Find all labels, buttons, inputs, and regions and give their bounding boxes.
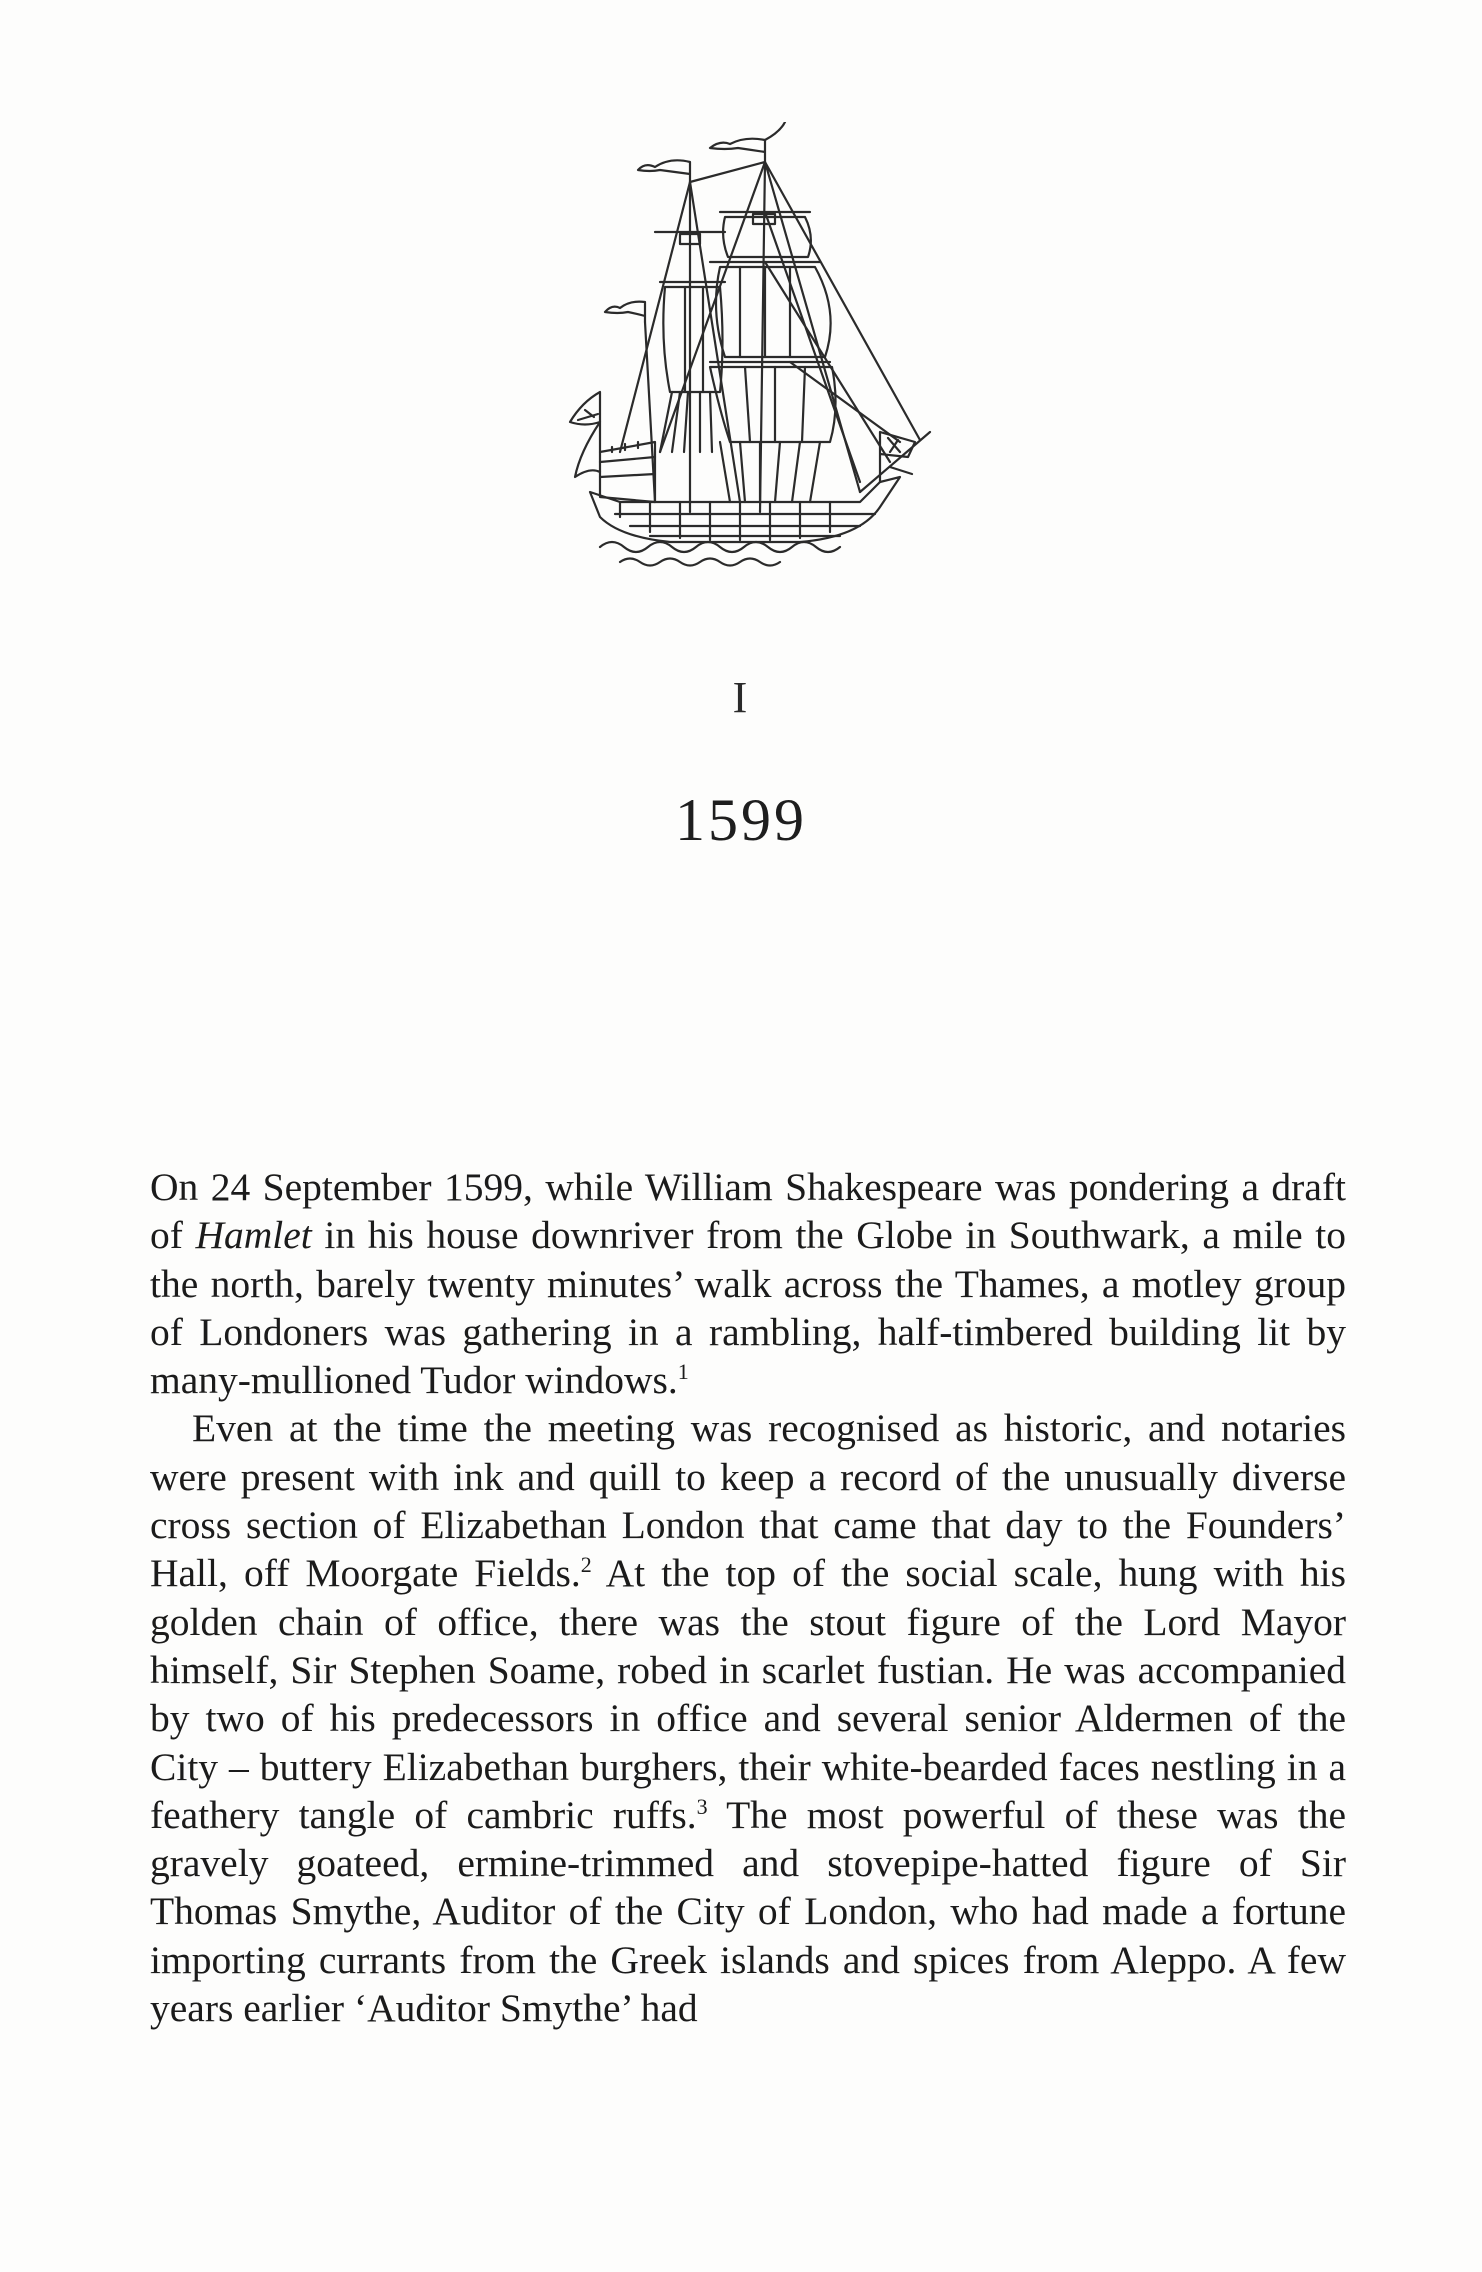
title-hamlet: Hamlet	[195, 1213, 312, 1258]
footnote-ref-1[interactable]: 1	[677, 1359, 689, 1385]
paragraph-2-text-c: The most powerful of these was the gravely goateed, ermine-trimmed and stovepipe-hatted figure of Sir Thomas Smythe, Auditor of the City of London, who had made a fortune importing currants from the Greek islands and spices from Aleppo. A few years earlier ‘Auditor Smythe’ had	[150, 1792, 1346, 2031]
chapter-number: I	[732, 673, 750, 722]
chapter-body	[150, 1163, 1346, 2032]
paragraph-1-text-b: in his house downriver from the Globe in Southwark, a mile to the north, barely twenty minutes’ walk across the Thames, a motley group of Londoners was gathering in a rambling, half-timbered building lit by many-mullioned Tudor windows.	[150, 1213, 1346, 1403]
galleon-ship-icon	[560, 122, 940, 582]
footnote-ref-2[interactable]: 2	[580, 1552, 592, 1578]
paragraph-1-text-a: On 24 September 1599, while William Shakespeare was pondering a draft of	[150, 1165, 1346, 1258]
footnote-ref-3[interactable]: 3	[696, 1793, 708, 1819]
paragraph-1	[150, 1163, 1346, 1404]
chapter-title: 1599	[675, 787, 807, 853]
paragraph-2-text-a: Even at the time the meeting was recognised as historic, and notaries were present with ink and quill to keep a record of the unusually diverse cross section of Elizabethan London that came that day to the Founders’ Hall, off Moorgate Fields.	[150, 1406, 1346, 1596]
paragraph-2-text-b: At the top of the social scale, hung with his golden chain of office, there was the stout figure of the Lord Mayor himself, Sir Stephen Soame, robed in scarlet fustian. He was accompanied by two of his predecessors in office and several senior Aldermen of the City – buttery Elizabethan burghers, their white-bearded faces nestling in a feathery tangle of cambric ruffs.	[150, 1551, 1346, 1837]
paragraph-2	[150, 1404, 1346, 2032]
